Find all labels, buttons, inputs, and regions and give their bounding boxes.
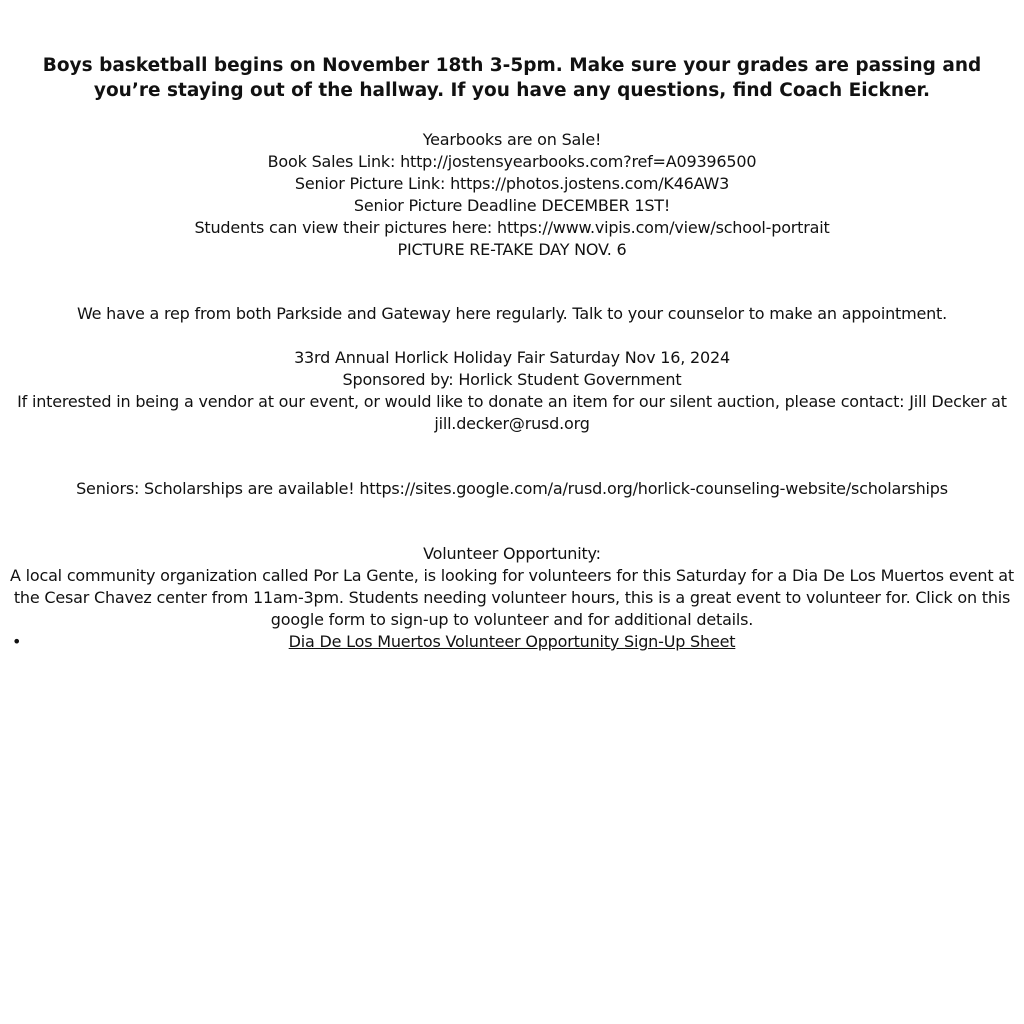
volunteer-bullet-item — [0, 631, 1024, 653]
holiday-fair-contact: If interested in being a vendor at our event, or would like to donate an item for our silent auction, please contact: Jill Decker at jill.decker@rusd.org — [17, 392, 1007, 433]
volunteer-section — [0, 543, 1024, 653]
yearbook-title: Yearbooks are on Sale! — [422, 130, 602, 149]
senior-picture-deadline: Senior Picture Deadline DECEMBER 1ST! — [353, 196, 671, 215]
holiday-fair-sponsor: Sponsored by: Horlick Student Government — [342, 370, 682, 389]
view-pictures-text: Students can view their pictures here: https://www.vipis.com/view/school-portrait — [194, 218, 830, 237]
volunteer-signup-link[interactable]: Dia De Los Muertos Volunteer Opportunity Sign-Up Sheet — [288, 632, 736, 651]
holiday-fair-title: 33rd Annual Horlick Holiday Fair Saturday Nov 16, 2024 — [294, 348, 730, 367]
basketball-headline: Boys basketball begins on November 18th 3-5pm. Make sure your grades are passing and you’re staying out of the hallway. If you have any questions, find Coach Eickner. — [42, 55, 982, 101]
holiday-fair-section — [0, 347, 1024, 435]
volunteer-description: A local community organization called Por La Gente, is looking for volunteers for this Saturday for a Dia De Los Muertos event at the Cesar Chavez center from 11am-3pm. Students needing volunteer hours, this is a great event to volunteer for. Click on this google form to sign-up to volunteer and for additional details. — [10, 566, 1014, 629]
picture-retake-day: PICTURE RE-TAKE DAY NOV. 6 — [397, 240, 627, 259]
senior-picture-link-text: Senior Picture Link: https://photos.jostens.com/K46AW3 — [294, 174, 730, 193]
bullet-icon: • — [12, 632, 22, 651]
scholarships-section — [0, 478, 1024, 500]
yearbook-section — [0, 129, 1024, 261]
college-reps-section — [0, 303, 1024, 325]
college-reps-text: We have a rep from both Parkside and Gateway here regularly. Talk to your counselor to make an appointment. — [76, 304, 948, 323]
volunteer-title: Volunteer Opportunity: — [423, 544, 601, 563]
book-sales-link-text: Book Sales Link: http://jostensyearbooks.com?ref=A09396500 — [267, 152, 757, 171]
scholarships-text: Seniors: Scholarships are available! https://sites.google.com/a/rusd.org/horlick-counseling-website/scholarships — [76, 479, 948, 498]
